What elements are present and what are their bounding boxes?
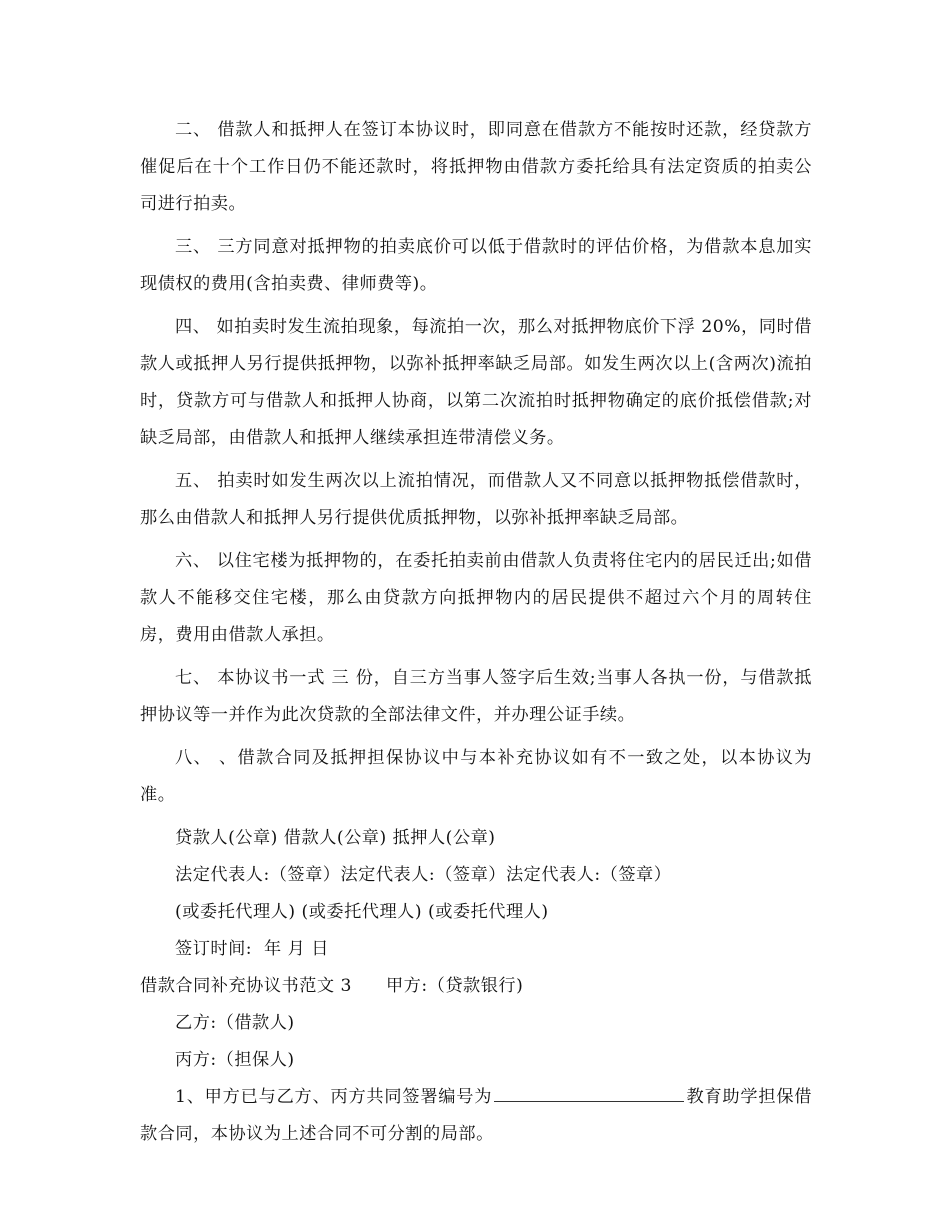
party-c: 丙方:（担保人) [175,1050,295,1070]
clause-4: 四、 如拍卖时发生流拍现象，每流拍一次，那么对抵押物底价下浮 20%，同时借款人或抵押人另行提供抵押物，以弥补抵押率缺乏局部。如发生两次以上(含两次)流拍时，贷款方可与借款人和抵押人协商，以第二次流拍时抵押物确定的底价抵偿借款;对缺乏局部，由借款人和抵押人继续承担连带清偿义务。 [140,317,812,448]
clause-7: 七、 本协议书一式 三 份，自三方当事人签字后生效;当事人各执一份，与借款抵押协议等一并作为此次贷款的全部法律文件，并办理公证手续。 [140,668,812,725]
clause-2: 二、 借款人和抵押人在签订本协议时，即同意在借款方不能按时还款，经贷款方催促后在十个工作日仍不能还款时，将抵押物由借款方委托给具有法定资质的拍卖公司进行拍卖。 [140,120,812,214]
item1-text-after: 教育助学担保借款合同，本协议为上述合同不可分割的局部。 [140,1087,812,1144]
item1-text-before: 1、甲方已与乙方、丙方共同签署编号为 [175,1087,493,1107]
document-body [140,112,812,1159]
party-b: 乙方:（借款人) [175,1013,295,1033]
clause-6: 六、 以住宅楼为抵押物的，在委托拍卖前由借款人负责将住宅内的居民迁出;如借款人不能移交住宅楼，那么由贷款方向抵押物内的居民提供不超过六个月的周转住房，费用由借款人承担。 [140,551,812,645]
signing-date-line: 签订时间: 年 月 日 [175,939,329,959]
section3-item-1 [140,1079,812,1153]
agent-line: (或委托代理人) (或委托代理人) (或委托代理人) [175,902,549,922]
representative-line: 法定代表人:（签章）法定代表人:（签章）法定代表人:（签章） [175,865,672,885]
clause-3: 三、 三方同意对抵押物的拍卖底价可以低于借款时的评估价格，为借款本息加实现债权的费用(含拍卖费、律师费等)。 [140,237,812,294]
seal-line: 贷款人(公章) 借款人(公章) 抵押人(公章) [175,828,496,848]
section3-heading-line [140,968,812,1005]
contract-number-blank [494,1083,684,1102]
party-a: 甲方:（贷款银行) [385,976,524,996]
clause-8: 八、 、借款合同及抵押担保协议中与本补充协议如有不一致之处，以本协议为准。 [140,748,812,805]
section3-title: 借款合同补充协议书范文 3 [140,976,352,996]
clause-5: 五、 拍卖时如发生两次以上流拍情况，而借款人又不同意以抵押物抵偿借款时，那么由借款人和抵押人另行提供优质抵押物，以弥补抵押率缺乏局部。 [140,471,812,528]
